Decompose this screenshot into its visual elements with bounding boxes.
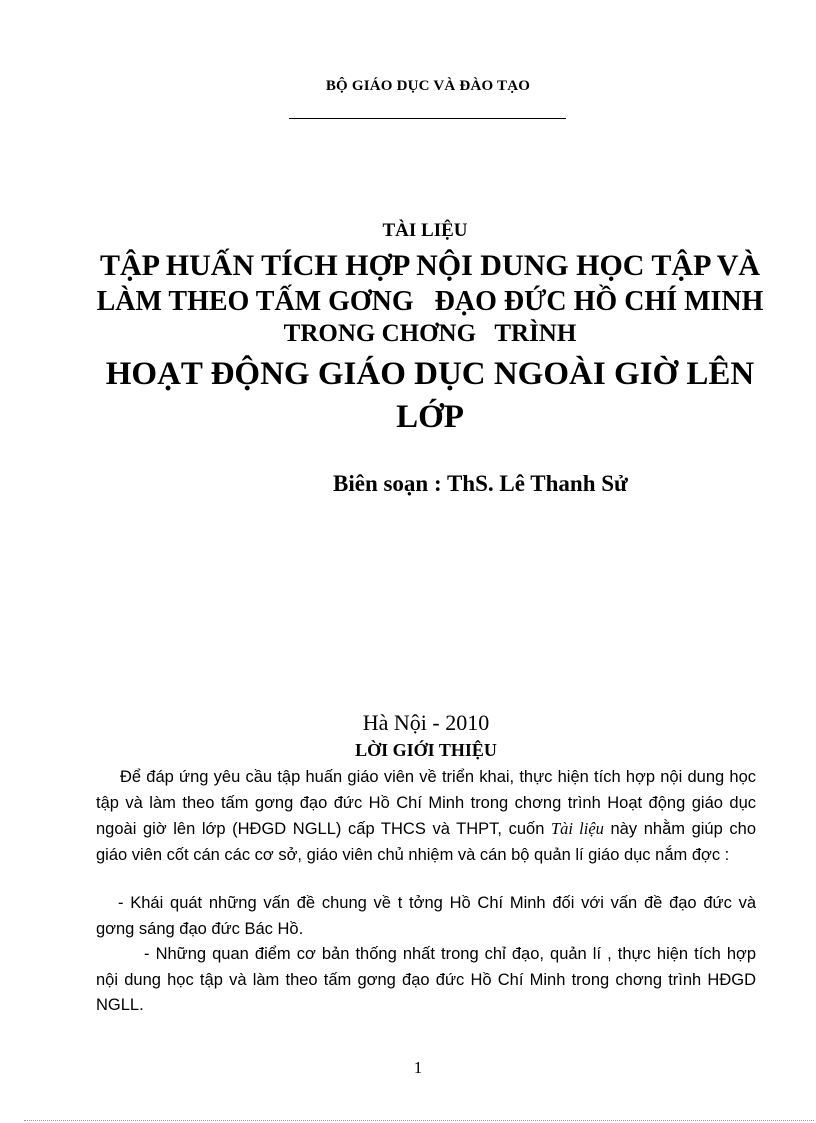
place-date: Hà Nội - 2010	[362, 710, 490, 735]
title-line-5: LỚP	[396, 399, 464, 435]
author-credit: Biên soạn : ThS. Lê Thanh Sử	[333, 471, 628, 496]
document-type-label: TÀI LIỆU	[382, 220, 468, 241]
page-number: 1	[413, 1058, 423, 1077]
document-title-italic: Tài liệu	[551, 819, 604, 838]
title-line-1: TẬP HUẤN TÍCH HỢP NỘI DUNG HỌC TẬP VÀ	[99, 249, 761, 282]
header-rule	[289, 118, 566, 119]
intro-heading: LỜI GIỚI THIỆU	[355, 740, 497, 760]
title-line-3: TRONG CHƠNG TRÌNH	[283, 320, 577, 347]
ministry-name: BỘ GIÁO DỤC VÀ ĐÀO TẠO	[325, 78, 531, 94]
intro-bullet-2: - Những quan điểm cơ bản thống nhất trong chỉ đạo, quản lí , thực hiện tích hợp nội dung học tập và làm theo tấm gơng đạo đức Hồ Chí Minh trong chơng trình HĐGD NGLL.	[96, 945, 756, 1014]
intro-paragraph-1-end: này nhằm giúp cho giáo viên cốt cán các cơ sở, giáo viên chủ nhiệm và cán bộ quản lí giáo dục nắm đợc :	[96, 820, 756, 864]
page-bottom-divider	[24, 1120, 814, 1121]
intro-bullet-1: - Khái quát những vấn đề chung về t tởng Hồ Chí Minh đối với vấn đề đạo đức và gơng sáng đạo đức Bác Hồ.	[96, 894, 756, 938]
intro-paragraph-1-start: Để đáp ứng yêu cầu tập huấn giáo viên về triển khai, thực hiện tích hợp nội dung học tập và làm theo tấm gơng đạo đức Hồ Chí Minh trong chơng trình Hoạt động giáo dục ngoài giờ lên lớp (HĐGD NGLL) cấp THCS và THPT, cuốn	[96, 768, 756, 838]
intro-paragraph-1	[96, 765, 756, 868]
title-line-2: LÀM THEO TẤM GƠNG ĐẠO ĐỨC HỒ CHÍ MINH	[96, 286, 764, 317]
title-line-4: HOẠT ĐỘNG GIÁO DỤC NGOÀI GIỜ LÊN	[105, 356, 755, 392]
